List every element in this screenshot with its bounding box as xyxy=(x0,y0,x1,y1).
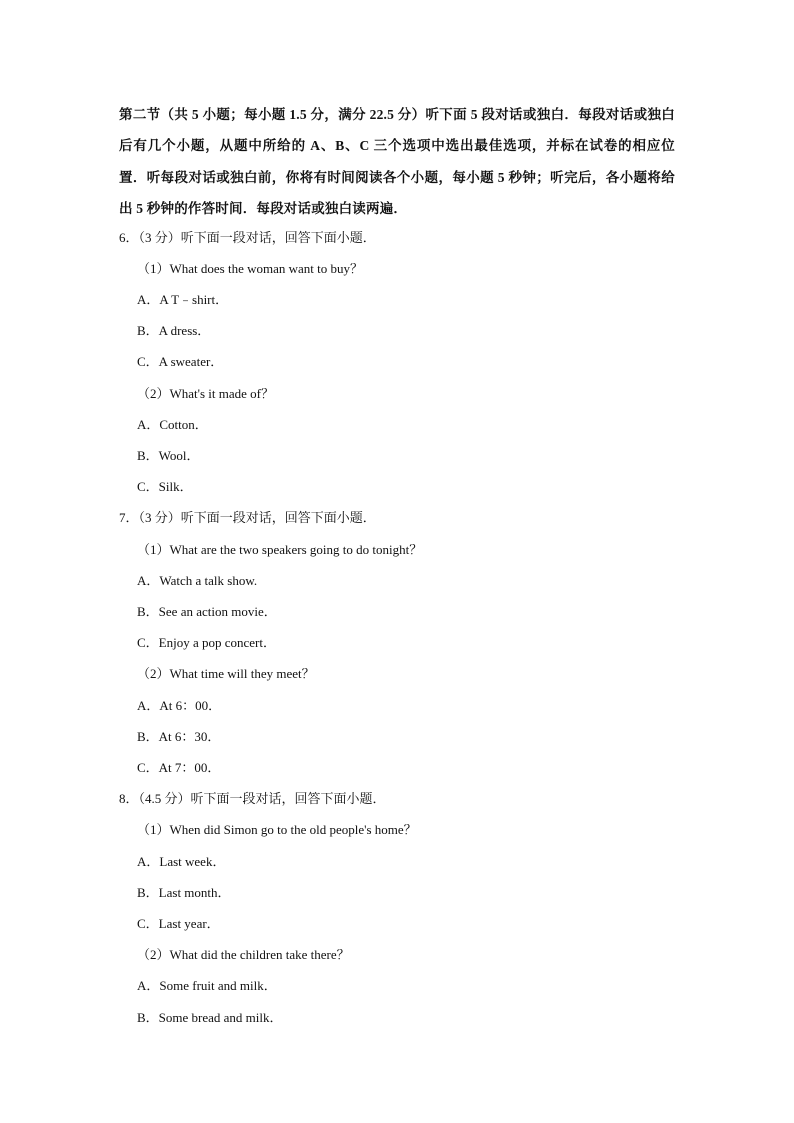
question-6-sub-2-option-c: C．Silk． xyxy=(137,479,193,494)
question-8-header: 8．（4.5 分）听下面一段对话，回答下面小题． xyxy=(119,791,386,806)
section-intro: 第二节（共 5 小题；每小题 1.5 分，满分 22.5 分）听下面 5 段对话或独白．每段对话或独白后有几个小题，从题中所给的 A、B、C 三个选项中选出最佳选项，并标在试卷的相应位置．听每段对话或独白前，你将有时间阅读各个小题，每小题 5 秒钟；听完后，各小题将给出 5 秒钟的作答时间．每段对话或独白读两遍． xyxy=(119,107,675,216)
question-8-sub-1-prompt: （1）When did Simon go to the old people's home？ xyxy=(137,822,417,837)
question-7-sub-1-option-b: B．See an action movie． xyxy=(137,604,277,619)
question-8-sub-1-option-a: A．Last week． xyxy=(137,854,226,869)
question-6-header: 6．（3 分）听下面一段对话，回答下面小题． xyxy=(119,230,376,245)
question-7-header: 7．（3 分）听下面一段对话，回答下面小题． xyxy=(119,510,376,525)
question-7-sub-2-option-a: A．At 6：00． xyxy=(137,698,222,713)
question-6-sub-2-option-a: A．Cotton． xyxy=(137,417,208,432)
question-7-sub-2-prompt: （2）What time will they meet？ xyxy=(137,666,315,681)
question-8-sub-2-option-a: A．Some fruit and milk． xyxy=(137,978,277,993)
question-6-sub-1-prompt: （1）What does the woman want to buy？ xyxy=(137,261,364,276)
question-6-sub-1-option-c: C．A sweater． xyxy=(137,354,224,369)
question-7-sub-1-prompt: （1）What are the two speakers going to do tonight？ xyxy=(137,542,423,557)
question-6-sub-2-prompt: （2）What's it made of？ xyxy=(137,386,275,401)
question-7-sub-2-option-b: B．At 6：30． xyxy=(137,729,221,744)
question-8-sub-2-prompt: （2）What did the children take there？ xyxy=(137,947,350,962)
question-8-sub-1-option-b: B．Last month． xyxy=(137,885,231,900)
question-7-sub-1-option-c: C．Enjoy a pop concert． xyxy=(137,635,276,650)
question-6-sub-1-option-a: A．A T﹣shirt． xyxy=(137,292,229,307)
question-6-sub-1-option-b: B．A dress． xyxy=(137,323,211,338)
question-6-sub-2-option-b: B．Wool． xyxy=(137,448,200,463)
question-7-sub-2-option-c: C．At 7：00． xyxy=(137,760,221,775)
question-8-sub-2-option-b: B．Some bread and milk． xyxy=(137,1010,283,1025)
question-8-sub-1-option-c: C．Last year． xyxy=(137,916,220,931)
question-7-sub-1-option-a: A．Watch a talk show. xyxy=(137,573,258,588)
